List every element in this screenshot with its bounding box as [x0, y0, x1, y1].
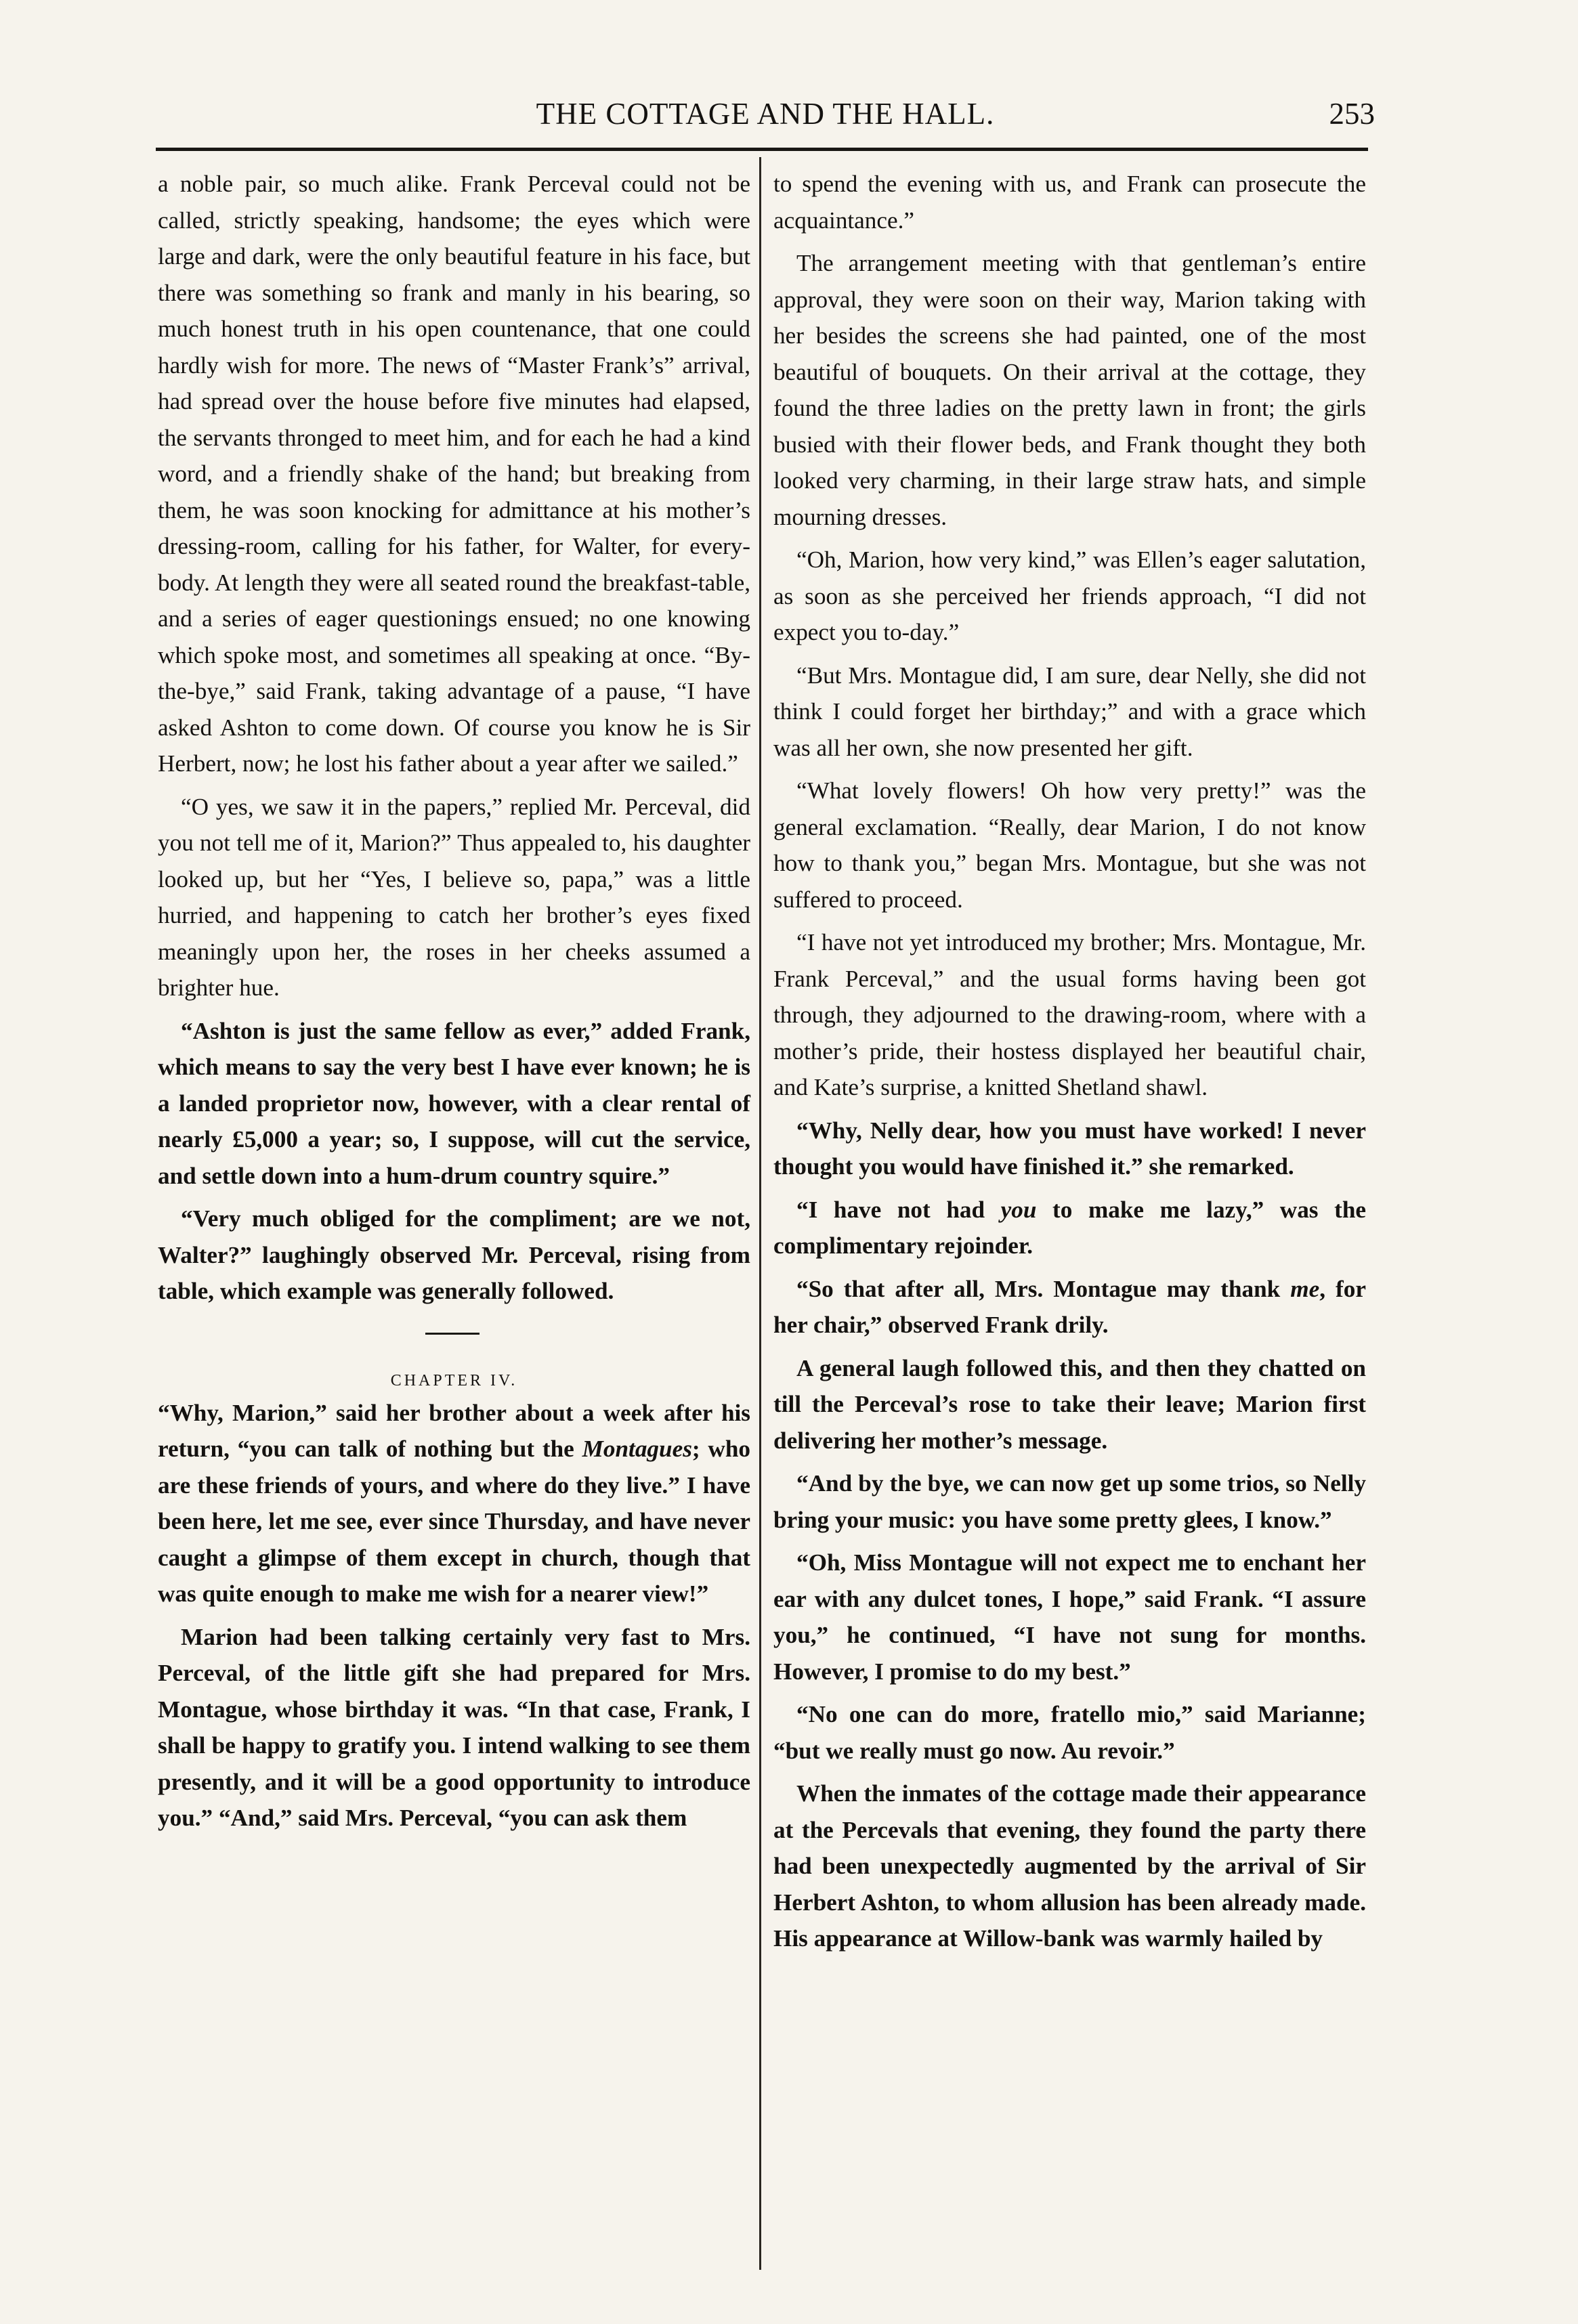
paragraph: “Very much obliged for the compliment; are we not, Walter?” laughingly observed Mr. Perceval, rising from table, which example was generally followed. [158, 1205, 750, 1304]
text-run: “I have not had [796, 1196, 1001, 1223]
paragraph: “And by the bye, we can now get up some trios, so Nelly bring your music: you have some pretty glees, I know.” [773, 1470, 1366, 1533]
text-run: to make me lazy,” was the complimentary rejoinder. [773, 1196, 1367, 1259]
paragraph: “O yes, we saw it in the papers,” replied Mr. Perceval, did you not tell me of it, Marion?” Thus appealed to, his daughter looked up, but her “Yes, I believe so, papa,” was a little hurried, and happening to catch her brother’s eyes fixed meaningly upon her, the roses in her cheeks assumed a brighter hue. [158, 793, 750, 1001]
page-number: 253 [1329, 97, 1375, 131]
italic-text: you [1000, 1196, 1037, 1223]
paragraph: “Ashton is just the same fellow as ever,” added Frank, which means to say the very best I have ever known; he is a landed proprietor now, however, with a clear rental of nearly £5,000 a year; so, I suppose, will cut the service, and settle down into a hum-drum country squire.” [158, 1017, 750, 1189]
text-run: , for her chair,” observed Frank drily. [773, 1275, 1366, 1338]
paragraph: “Why, Nelly dear, how you must have worked! I never thought you would have finished it.” she remarked. [773, 1117, 1366, 1180]
paragraph [158, 1395, 750, 1612]
column-divider [759, 157, 761, 2270]
paragraph: “Oh, Miss Montague will not expect me to enchant her ear with any dulcet tones, I hope,” said Frank. “I assure you,” he continued, “I have not sung for months. However, I promise to do my best.” [773, 1549, 1366, 1685]
text-run: ; who are these friends of yours, and where do they live.” I have been here, let me see, ever since Thursday, and have never caught a glimpse of them except in church, though that was quite enough to make me wish for a nearer view!” [158, 1436, 751, 1607]
header-rule [156, 148, 1368, 151]
right-column [773, 166, 1366, 1957]
running-title: THE COTTAGE AND THE HALL. [536, 97, 995, 131]
paragraph: to spend the evening with us, and Frank can prosecute the acquaintance.” [773, 171, 1366, 234]
paragraph: “But Mrs. Montague did, I am sure, dear Nelly, she did not think I could forget her birthday;” and with a grace which was all her own, she now presented her gift. [773, 662, 1366, 761]
paragraph: When the inmates of the cottage made their appearance at the Percevals that evening, they found the party there had been unexpectedly augmented by the arrival of Sir Herbert Ashton, to whom allusion has been already made. His appearance at Willow-bank was warmly hailed by [773, 1780, 1366, 1952]
paragraph: “Oh, Marion, how very kind,” was Ellen’s eager salutation, as soon as she perceived her friends approach, “I did not expect you to-day.” [773, 546, 1366, 645]
italic-text: me [1290, 1275, 1320, 1302]
paragraph: a noble pair, so much alike. Frank Perceval could not be called, strictly speaking, handsome; the eyes which were large and dark, were the only beautiful feature in his face, but there was something so frank and manly in his bearing, so much honest truth in his open countenance, that one could hardly wish for more. The news of “Master Frank’s” arrival, had spread over the house before five minutes had elapsed, the servants thronged to meet him, and for each he had a kind word, and a friendly shake of the hand; but breaking from them, he was soon knocking for admittance at his mother’s dressing-room, calling for his father, for Walter, for every-body. At length they were all seated round the breakfast-table, and a series of eager questionings ensued; no one knowing which spoke most, and sometimes all speaking at once. “By-the-bye,” said Frank, taking advantage of a pause, “I have asked Ashton to come down. Of course you know he is Sir Herbert, now; he lost his father about a year after we sailed.” [158, 171, 750, 777]
text-run: “So that after all, Mrs. Montague may thank [796, 1275, 1291, 1302]
paragraph: “What lovely flowers! Oh how very pretty!” was the general exclamation. “Really, dear Marion, I do not know how to thank you,” began Mrs. Montague, but she was not suffered to proceed. [773, 777, 1366, 913]
left-column [158, 166, 750, 1836]
chapter-heading: CHAPTER IV. [390, 1371, 518, 1390]
paragraph [773, 1192, 1366, 1264]
paragraph: “I have not yet introduced my brother; Mrs. Montague, Mr. Frank Perceval,” and the usual forms having been got through, they adjourned to the drawing-room, where with a mother’s pride, their hostess displayed her beautiful chair, and Kate’s surprise, a knitted Shetland shawl. [773, 929, 1366, 1100]
paragraph: The arrangement meeting with that gentleman’s entire approval, they were soon on their way, Marion taking with her besides the screens she had painted, one of the most beautiful of bouquets. On their arrival at the cottage, they found the three ladies on the pretty lawn in front; the girls busied with their flower beds, and Frank thought they both looked very charming, in their large straw hats, and simple mourning dresses. [773, 250, 1366, 530]
paragraph: A general laugh followed this, and then they chatted on till the Perceval’s rose to take their leave; Marion first delivering her mother’s message. [773, 1354, 1366, 1454]
text-run: “Why, Marion,” said her brother about a week after his return, “you can talk of nothing but the [158, 1399, 750, 1462]
section-break [158, 1318, 750, 1352]
paragraph: “No one can do more, fratello mio,” said Marianne; “but we really must go now. Au revoir.” [773, 1701, 1366, 1764]
italic-text: Montagues [582, 1436, 692, 1462]
section-rule [425, 1333, 479, 1335]
paragraph [773, 1271, 1366, 1343]
running-header [156, 93, 1375, 142]
paragraph: Marion had been talking certainly very fast to Mrs. Perceval, of the little gift she had prepared for Mrs. Montague, whose birthday it was. “In that case, Frank, I shall be happy to gratify you. I intend walking to see them presently, and it will be a good opportunity to introduce you.” “And,” said Mrs. Perceval, “you can ask them [158, 1623, 750, 1831]
